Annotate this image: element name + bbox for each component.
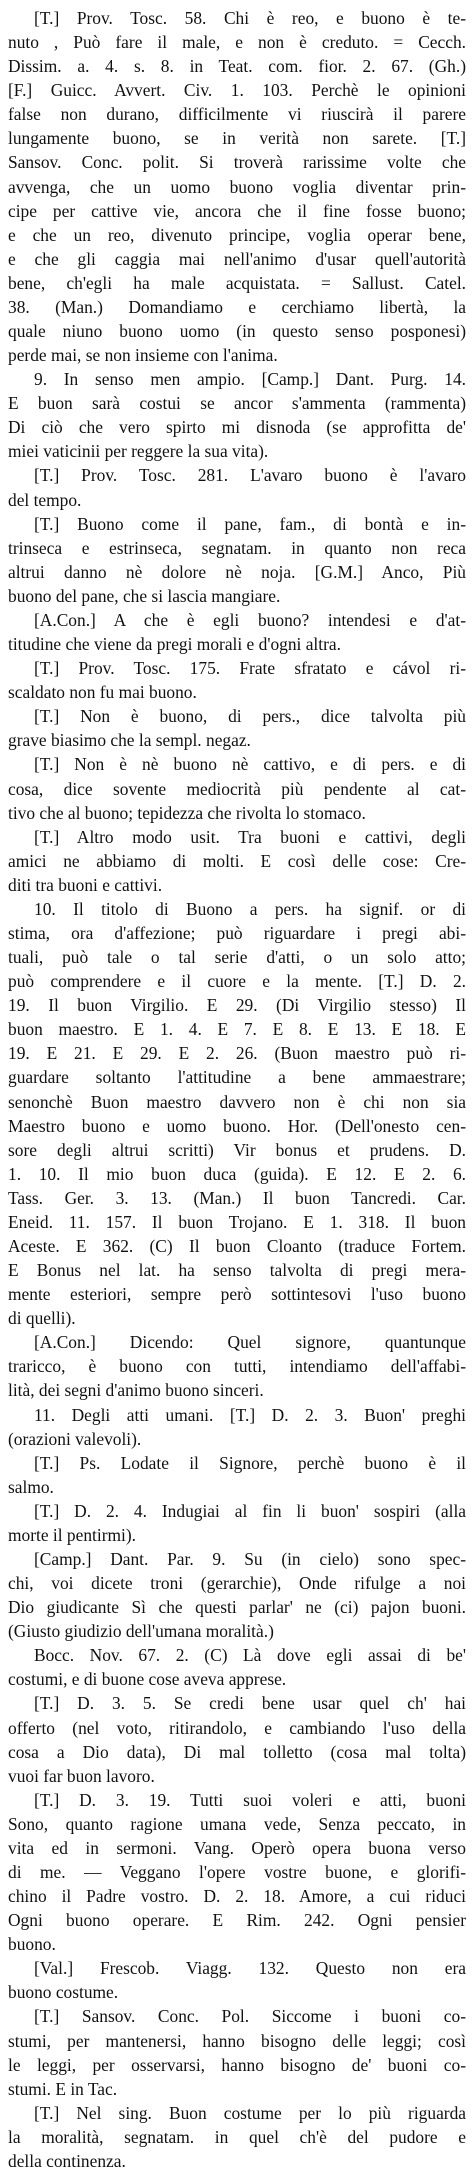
text-line: lità, dei segni d'animo buono sinceri. bbox=[8, 1380, 264, 1401]
text-line: titudine che viene da pregi morali e d'ogni altra. bbox=[8, 634, 341, 655]
text-line: E buon sarà costui se ancor s'ammenta (rammenta) bbox=[8, 393, 466, 414]
text-line: amici ne abbiamo di molti. E così delle cose: Cre- bbox=[8, 850, 466, 871]
entry-paragraph bbox=[8, 752, 466, 824]
text-line: Sono, quanto ragione umana vede, Senza peccato, in bbox=[8, 1813, 466, 1834]
entry-paragraph bbox=[8, 512, 466, 608]
text-line: false non durano, difficilmente vi riuscirà il parere bbox=[8, 104, 466, 125]
text-line: la moralità, segnatam. in quel ch'è del pudore e bbox=[8, 2126, 466, 2147]
text-line: trinseca e estrinseca, segnatam. in quanto non reca bbox=[8, 537, 466, 558]
text-line: vuoi far buon lavoro. bbox=[8, 1765, 155, 1786]
text-line: Sansov. Conc. polit. Si troverà rarissime volte che bbox=[8, 152, 466, 173]
text-line: vita ed in sermoni. Vang. Operò opera buona verso bbox=[8, 1837, 466, 1858]
text-line: perde mai, se non insieme con l'anima. bbox=[8, 345, 278, 366]
text-line: stima, ora d'affezione; può riguardare i pregi abi- bbox=[8, 922, 466, 943]
text-line: buono. bbox=[8, 1934, 56, 1955]
text-line: di me. — Veggano l'opere vostre buone, e glorifi- bbox=[8, 1862, 466, 1883]
text-line: [T.] D. 3. 19. Tutti suoi voleri e atti, buoni bbox=[34, 1789, 466, 1810]
text-line: Aceste. E 362. (C) Il buon Cloanto (traduce Fortem. bbox=[8, 1235, 466, 1256]
text-line: Bocc. Nov. 67. 2. (C) Là dove egli assai di be' bbox=[34, 1645, 466, 1666]
text-line: diti tra buoni e cattivi. bbox=[8, 874, 163, 895]
text-line: miei vaticinii per reggere la sua vita). bbox=[8, 441, 269, 462]
entry-paragraph bbox=[8, 6, 466, 367]
text-line: buon maestro. E 1. 4. E 7. E 8. E 13. E 18. E bbox=[8, 1019, 466, 1040]
entry-paragraph bbox=[8, 1691, 466, 1787]
text-line: [T.] Prov. Tosc. 58. Chi è reo, e buono è te- bbox=[34, 8, 466, 28]
text-line: [T.] D. 2. 4. Indugiai al fin li buon' sospiri (alla bbox=[34, 1500, 466, 1521]
text-line: stumi, per mantenersi, hanno bisogno delle leggi; così bbox=[8, 2030, 466, 2051]
text-line: cipe per cattive vie, ancora che il fine fosse buono; bbox=[8, 200, 466, 221]
text-line: [T.] Prov. Tosc. 175. Frate sfratato e cávol ri- bbox=[34, 658, 466, 679]
text-line: cosa a Dio data), Di mal tolletto (cosa mal tolta) bbox=[8, 1741, 466, 1762]
text-line: lungamente buono, se in verità non sarete. [T.] bbox=[8, 128, 466, 149]
text-line: quale niuno buono uomo (in questo senso posponesi) bbox=[8, 321, 466, 342]
text-line: [Camp.] Dant. Par. 9. Su (in cielo) sono spec- bbox=[34, 1549, 466, 1569]
text-line: nuto , Può fare il male, e non è creduto. = Cecch. bbox=[8, 32, 466, 53]
text-line: Tass. Ger. 3. 13. (Man.) Il buon Tancredi. Car. bbox=[8, 1187, 466, 1208]
entry-paragraph bbox=[8, 825, 466, 897]
entry-paragraph bbox=[8, 367, 466, 463]
text-line: [T.] Non è buono, di pers., dice talvolta più bbox=[34, 706, 466, 727]
text-line: 19. Il buon Virgilio. E 29. (Di Virgilio stesso) Il bbox=[8, 995, 466, 1016]
entry-paragraph bbox=[8, 2004, 466, 2100]
entry-paragraph bbox=[8, 1956, 466, 2004]
text-line: sore degli altrui scritti) Vir bonus et prudens. D. bbox=[8, 1139, 466, 1160]
entry-paragraph bbox=[8, 897, 466, 1330]
entry-paragraph bbox=[8, 2101, 466, 2173]
text-line: grave biasimo che la sempl. negaz. bbox=[8, 730, 251, 751]
text-line: stumi. E in Tac. bbox=[8, 2078, 118, 2099]
text-line: della continenza. bbox=[8, 2150, 126, 2171]
text-line: [T.] Non è nè buono nè cattivo, e di pers. e di bbox=[34, 754, 466, 775]
entry-paragraph bbox=[8, 704, 466, 752]
text-line: morte il pentirmi). bbox=[8, 1524, 136, 1545]
text-line: Eneid. 11. 157. Il buon Trojano. E 1. 318. Il buon bbox=[8, 1211, 466, 1232]
text-line: (Giusto giudizio dell'umana moralità.) bbox=[8, 1621, 274, 1642]
text-line: costumi, e di buone cose aveva apprese. bbox=[8, 1669, 287, 1690]
text-line: senonchè Buon maestro davvero non è chi non sia bbox=[8, 1091, 466, 1112]
entry-paragraph bbox=[8, 463, 466, 511]
text-line: [T.] Ps. Lodate il Signore, perchè buono è il bbox=[34, 1452, 466, 1473]
text-line: e che un reo, divenuto principe, voglia operar bene, bbox=[8, 224, 466, 245]
text-line: 9. In senso men ampio. [Camp.] Dant. Purg. 14. bbox=[34, 369, 466, 390]
text-line: [T.] Sansov. Conc. Pol. Siccome i buoni co- bbox=[34, 2006, 466, 2027]
text-line: bene, ch'egli ha male acquistata. = Sallust. Catel. bbox=[8, 272, 466, 293]
text-line: avvenga, che un uomo buono voglia diventar prin- bbox=[8, 176, 466, 197]
text-line: del tempo. bbox=[8, 489, 82, 510]
text-line: guardare soltanto l'attitudine a bene ammaestrare; bbox=[8, 1067, 466, 1088]
text-line: offerto (nel voto, ritirandolo, e cambiando l'uso della bbox=[8, 1717, 466, 1738]
text-line: chino il Padre vostro. D. 2. 18. Amore, a cui riduci bbox=[8, 1886, 466, 1907]
text-line: tuali, può tale o tal serie d'atti, o un solo atto; bbox=[8, 947, 466, 968]
text-line: 10. Il titolo di Buono a pers. ha signif. or di bbox=[34, 898, 466, 919]
entry-paragraph bbox=[8, 608, 466, 656]
text-line: buono del pane, che si lascia mangiare. bbox=[8, 585, 281, 606]
text-line: può comprendere e il cuore e la mente. [T.] D. 2. bbox=[8, 971, 466, 992]
text-line: [T.] Prov. Tosc. 281. L'avaro buono è l'avaro bbox=[34, 465, 466, 486]
text-line: [T.] Altro modo usit. Tra buoni e cattivi, degli bbox=[34, 826, 466, 847]
text-line: (orazioni valevoli). bbox=[8, 1428, 142, 1449]
text-line: 19. E 21. E 29. E 2. 26. (Buon maestro può ri- bbox=[8, 1043, 466, 1064]
text-line: cosa, dice sovente mediocrità più pendente al cat- bbox=[8, 778, 466, 799]
text-line: [T.] Buono come il pane, fam., di bontà e in- bbox=[34, 513, 466, 534]
text-line: Dissim. a. 4. s. 8. in Teat. com. fior. 2. 67. (Gh.) bbox=[8, 56, 466, 77]
entry-paragraph bbox=[8, 656, 466, 704]
text-line: altrui danno nè dolore nè noja. [G.M.] Anco, Più bbox=[8, 561, 466, 582]
text-line: tivo che al buono; tepidezza che rivolta lo stomaco. bbox=[8, 802, 366, 823]
text-line: 1. 10. Il mio buon duca (guida). E 12. E 2. 6. bbox=[8, 1163, 466, 1184]
text-line: Di ciò che vero spirto mi disnoda (se approfitta de' bbox=[8, 417, 466, 438]
text-line: E Bonus nel lat. ha senso talvolta di pregi mera- bbox=[8, 1260, 466, 1281]
text-line: Dio giudicante Sì che questi parlar' ne (ci) pajon buoni. bbox=[8, 1597, 466, 1618]
text-line: salmo. bbox=[8, 1476, 54, 1497]
text-line: Ogni buono operare. E Rim. 242. Ogni pensier bbox=[8, 1910, 466, 1931]
entry-paragraph bbox=[8, 1499, 466, 1547]
entry-paragraph bbox=[8, 1330, 466, 1402]
text-line: buono costume. bbox=[8, 1982, 119, 2003]
text-line: e che gli caggia mai nell'animo d'usar quell'autorità bbox=[8, 248, 466, 269]
text-line: di quelli). bbox=[8, 1308, 76, 1329]
text-line: [T.] Nel sing. Buon costume per lo più riguarda bbox=[34, 2102, 466, 2123]
text-line: [Val.] Frescob. Viagg. 132. Questo non era bbox=[34, 1958, 466, 1979]
text-line: [T.] D. 3. 5. Se credi bene usar quel ch' hai bbox=[34, 1693, 466, 1714]
entry-paragraph bbox=[8, 1547, 466, 1643]
text-line: 11. Degli atti umani. [T.] D. 2. 3. Buon' preghi bbox=[34, 1404, 466, 1425]
entry-paragraph bbox=[8, 1788, 466, 1957]
text-line: scaldato non fu mai buono. bbox=[8, 682, 197, 703]
text-line: Maestro buono e uomo buono. Hor. (Dell'onesto cen- bbox=[8, 1115, 466, 1136]
text-line: 38. (Man.) Domandiamo e cerchiamo libertà, la bbox=[8, 296, 466, 317]
text-line: le leggi, per osservarsi, hanno bisogno de' buoni co- bbox=[8, 2054, 466, 2075]
text-line: chi, voi dicete troni (gerarchie), Onde rifulge a noi bbox=[8, 1573, 466, 1594]
text-line: [A.Con.] A che è egli buono? intendesi e d'at- bbox=[34, 609, 466, 630]
text-line: mente esteriori, sempre però sottintesovi l'uso buono bbox=[8, 1284, 466, 1305]
entry-paragraph bbox=[8, 1643, 466, 1691]
entry-paragraph bbox=[8, 1451, 466, 1499]
entry-paragraph bbox=[8, 1403, 466, 1451]
text-line: [F.] Guicc. Avvert. Civ. 1. 103. Perchè le opinioni bbox=[8, 80, 466, 101]
text-line: traricco, è buono con tutti, intendiamo dell'affabi- bbox=[8, 1356, 466, 1377]
text-line: [A.Con.] Dicendo: Quel signore, quantunque bbox=[34, 1332, 466, 1353]
